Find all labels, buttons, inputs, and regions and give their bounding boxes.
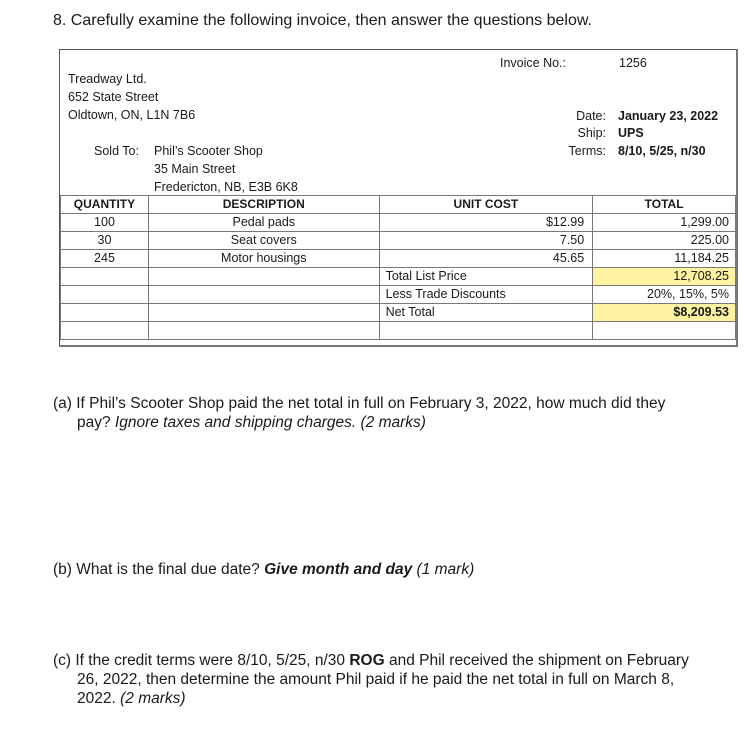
unit-cost-cell: 7.50	[379, 232, 593, 250]
table-row	[61, 250, 736, 268]
question-title: 8. Carefully examine the following invoice, then answer the questions below.	[53, 12, 592, 29]
question-b: (b) What is the final due date? Give month and day (1 mark)	[53, 561, 475, 578]
buyer-name: Phil’s Scooter Shop	[154, 144, 263, 158]
line-items-table	[60, 195, 736, 340]
terms-label: Terms:	[568, 144, 606, 158]
date-label: Date:	[576, 109, 606, 123]
total-list-price: 12,708.25	[593, 268, 736, 286]
ship-method: UPS	[618, 126, 644, 140]
total-cell: 11,184.25	[593, 250, 736, 268]
summary-row	[61, 286, 736, 304]
total-list-price-label: Total List Price	[379, 268, 593, 286]
sold-to-label: Sold To:	[94, 144, 139, 158]
net-total: $8,209.53	[593, 304, 736, 322]
seller-name: Treadway Ltd.	[68, 72, 147, 86]
column-header-unit-cost: UNIT COST	[379, 196, 593, 214]
quantity-cell: 245	[61, 250, 149, 268]
empty-row	[61, 322, 736, 340]
credit-terms: 8/10, 5/25, n/30	[618, 144, 706, 158]
seller-street: 652 State Street	[68, 90, 159, 104]
net-total-label: Net Total	[379, 304, 593, 322]
total-cell: 1,299.00	[593, 214, 736, 232]
trade-discounts-label: Less Trade Discounts	[379, 286, 593, 304]
table-row	[61, 214, 736, 232]
unit-cost-cell: $12.99	[379, 214, 593, 232]
ship-label: Ship:	[577, 126, 606, 140]
question-a	[53, 394, 665, 432]
column-header-description: DESCRIPTION	[148, 196, 379, 214]
description-cell: Pedal pads	[148, 214, 379, 232]
quantity-cell: 30	[61, 232, 149, 250]
summary-row	[61, 304, 736, 322]
total-cell: 225.00	[593, 232, 736, 250]
table-header-row	[61, 196, 736, 214]
seller-city: Oldtown, ON, L1N 7B6	[68, 108, 196, 122]
invoice	[59, 49, 738, 347]
question-a-line1: (a) If Phil’s Scooter Shop paid the net total in full on February 3, 2022, how much did they	[53, 395, 666, 412]
question-c	[53, 651, 689, 708]
invoice-date: January 23, 2022	[618, 109, 719, 123]
unit-cost-cell: 45.65	[379, 250, 593, 268]
trade-discounts: 20%, 15%, 5%	[593, 286, 736, 304]
question-c-line2: 26, 2022, then determine the amount Phil paid if he paid the net total in full on March 8,	[77, 671, 675, 688]
question-c-line3: 2022. (2 marks)	[77, 690, 186, 707]
buyer-street: 35 Main Street	[154, 162, 236, 176]
summary-row	[61, 268, 736, 286]
quantity-cell: 100	[61, 214, 149, 232]
question-c-line1: (c) If the credit terms were 8/10, 5/25, n/30 ROG and Phil received the shipment on February	[53, 652, 689, 669]
question-a-line2: pay? Ignore taxes and shipping charges. (2 marks)	[77, 414, 426, 431]
column-header-quantity: QUANTITY	[61, 196, 149, 214]
description-cell: Seat covers	[148, 232, 379, 250]
table-row	[61, 232, 736, 250]
invoice-number: 1256	[619, 56, 647, 70]
description-cell: Motor housings	[148, 250, 379, 268]
buyer-city: Fredericton, NB, E3B 6K8	[154, 180, 298, 194]
invoice-number-label: Invoice No.:	[500, 56, 567, 70]
column-header-total: TOTAL	[593, 196, 736, 214]
